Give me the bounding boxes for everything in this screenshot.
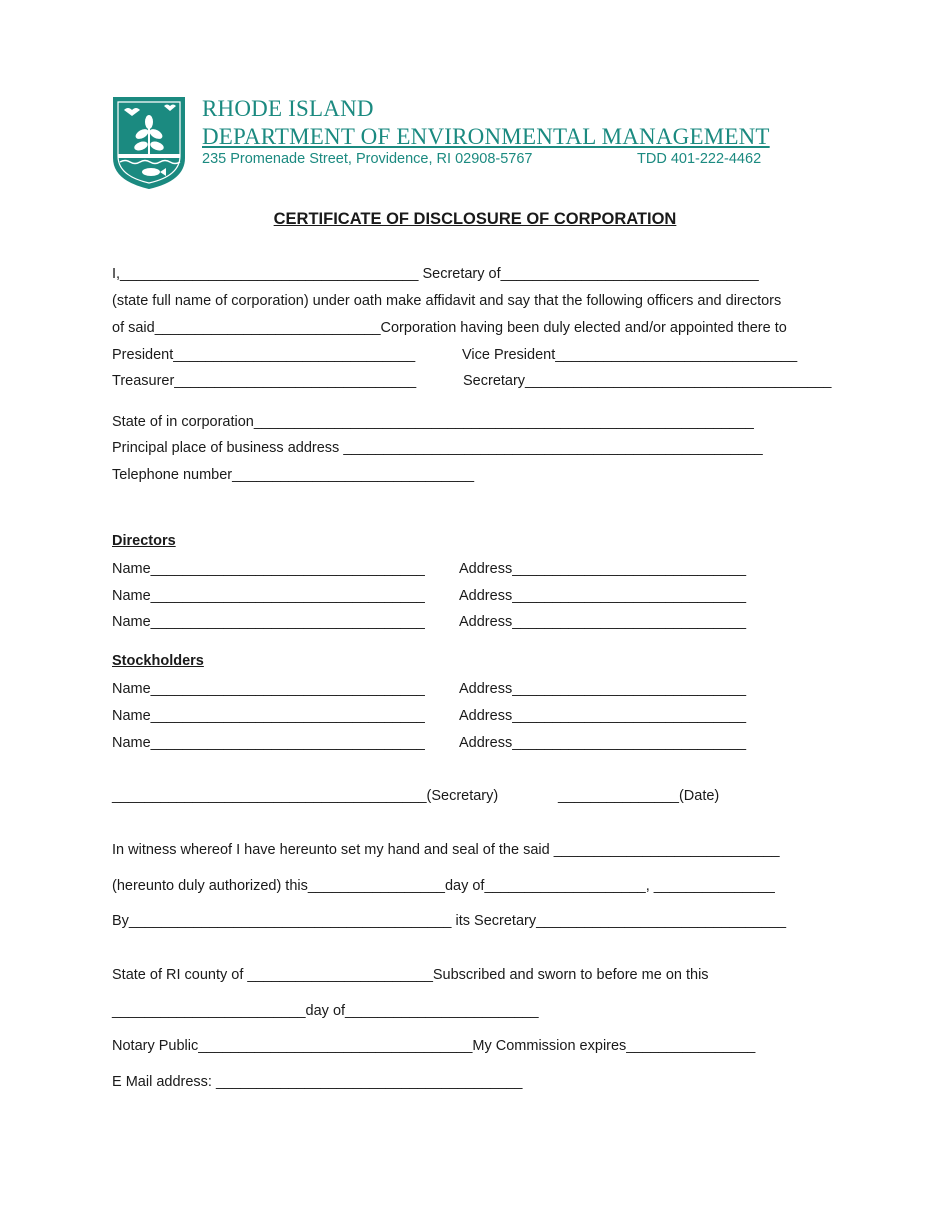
stockholder-address-field[interactable]: Address_____________________________ [459, 735, 747, 751]
agency-tdd: TDD 401-222-4462 [637, 151, 762, 167]
corporation-name-field[interactable]: of said____________________________Corporation having been duly elected and/or appointed there to [112, 320, 787, 336]
agency-address: 235 Promenade Street, Providence, RI 02908-5767 [202, 151, 533, 167]
stockholder-address-field[interactable]: Address_____________________________ [459, 708, 747, 724]
director-name-field[interactable]: Name__________________________________ [112, 588, 425, 604]
director-address-field[interactable]: Address_____________________________ [459, 561, 747, 577]
secretary-field[interactable]: Secretary______________________________________ [463, 373, 832, 389]
dem-logo-icon [112, 96, 186, 190]
director-name-field[interactable]: Name__________________________________ [112, 561, 425, 577]
stockholder-name-field[interactable]: Name__________________________________ [112, 681, 425, 697]
vice-president-field[interactable]: Vice President______________________________ [462, 347, 798, 363]
agency-name-department: DEPARTMENT OF ENVIRONMENTAL MANAGEMENT [202, 124, 770, 149]
stockholder-address-field[interactable]: Address_____________________________ [459, 681, 747, 697]
witness-date-field[interactable]: (hereunto duly authorized) this_________________day of____________________, _______________ [112, 878, 775, 894]
stockholders-heading: Stockholders [112, 653, 204, 669]
page-title [0, 210, 950, 229]
director-address-field[interactable]: Address_____________________________ [459, 588, 747, 604]
treasurer-field[interactable]: Treasurer______________________________ [112, 373, 417, 389]
signature-date-field[interactable]: _______________(Date) [558, 788, 720, 804]
president-field[interactable]: President______________________________ [112, 347, 416, 363]
stockholder-name-field[interactable]: Name__________________________________ [112, 735, 425, 751]
email-field[interactable]: E Mail address: ______________________________________ [112, 1074, 523, 1090]
agency-name-state: RHODE ISLAND [202, 96, 374, 121]
secretary-of-field[interactable]: I,_____________________________________ Secretary of________________________________ [112, 266, 759, 282]
witness-corporation-field[interactable]: In witness whereof I have hereunto set my hand and seal of the said ____________________________ [112, 842, 780, 858]
directors-heading: Directors [112, 533, 176, 549]
director-name-field[interactable]: Name__________________________________ [112, 614, 425, 630]
principal-address-field[interactable]: Principal place of business address ____________________________________________________ [112, 440, 763, 456]
intro-statement: (state full name of corporation) under oath make affidavit and say that the following officers and directors [112, 293, 782, 309]
director-address-field[interactable]: Address_____________________________ [459, 614, 747, 630]
telephone-field[interactable]: Telephone number______________________________ [112, 467, 475, 483]
state-of-incorporation-field[interactable]: State of in corporation______________________________________________________________ [112, 414, 754, 430]
stockholder-name-field[interactable]: Name__________________________________ [112, 708, 425, 724]
sworn-day-field[interactable]: ________________________day of________________________ [112, 1003, 539, 1019]
page-title-text: CERTIFICATE OF DISCLOSURE OF CORPORATION [273, 210, 677, 228]
county-field[interactable]: State of RI county of _______________________Subscribed and sworn to before me on this [112, 967, 709, 983]
notary-public-field[interactable]: Notary Public__________________________________My Commission expires________________ [112, 1038, 756, 1054]
secretary-signature-field[interactable]: _______________________________________(Secretary) [112, 788, 499, 804]
witness-by-field[interactable]: By________________________________________ its Secretary_______________________________ [112, 913, 787, 929]
